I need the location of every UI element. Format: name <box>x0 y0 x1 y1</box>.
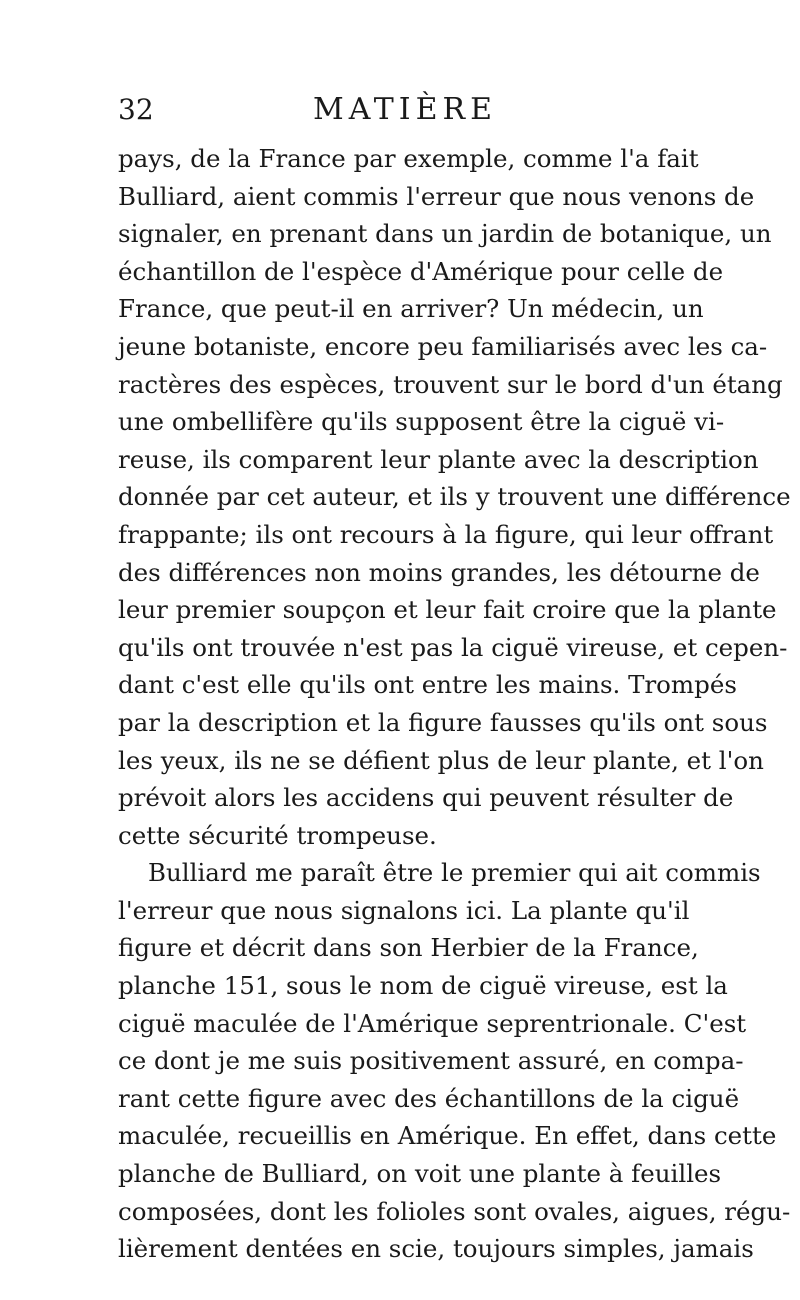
text-line: échantillon de l'espèce d'Amérique pour celle de <box>118 256 724 286</box>
text-line: ce dont je me suis positivement assuré, en compa- <box>118 1046 744 1076</box>
text-line: ractères des espèces, trouvent sur le bord d'un étang <box>118 369 783 399</box>
text-line: les yeux, ils ne se défient plus de leur plante, et l'on <box>118 745 764 775</box>
text-line: signaler, en prenant dans un jardin de botanique, un <box>118 219 772 249</box>
text-line: maculée, recueillis en Amérique. En effet, dans cette <box>118 1121 777 1151</box>
text-line: dant c'est elle qu'ils ont entre les mains. Trompés <box>118 670 737 700</box>
running-title: MATIÈRE <box>313 92 497 127</box>
text-line: ciguë maculée de l'Amérique seprentrionale. C'est <box>118 1008 747 1038</box>
text-line: des différences non moins grandes, les détourne de <box>118 557 760 587</box>
text-line: figure et décrit dans son Herbier de la France, <box>118 933 699 963</box>
text-line: qu'ils ont trouvée n'est pas la ciguë vireuse, et cepen- <box>118 632 788 662</box>
text-line: planche 151, sous le nom de ciguë vireuse, est la <box>118 971 728 1001</box>
text-line: France, que peut-il en arriver? Un médecin, un <box>118 294 704 324</box>
paragraph-last-line: cette sécurité trompeuse. <box>118 820 437 850</box>
text-line: frappante; ils ont recours à la figure, qui leur offrant <box>118 519 774 549</box>
running-head <box>118 90 678 130</box>
text-line: Bulliard, aient commis l'erreur que nous venons de <box>118 181 755 211</box>
paragraph-first-line: Bulliard me paraît être le premier qui ait commis <box>148 858 761 888</box>
text-line: leur premier soupçon et leur fait croire que la plante <box>118 595 777 625</box>
text-line: pays, de la France par exemple, comme l'a fait <box>118 144 699 173</box>
text-line: composées, dont les folioles sont ovales, aigues, régu- <box>118 1196 791 1226</box>
text-line: prévoit alors les accidens qui peuvent résulter de <box>118 783 734 813</box>
text-line: rant cette figure avec des échantillons de la ciguë <box>118 1083 740 1113</box>
text-line: reuse, ils comparent leur plante avec la description <box>118 444 759 474</box>
text-line: une ombellifère qu'ils supposent être la ciguë vi- <box>118 407 725 437</box>
text-line: par la description et la figure fausses qu'ils ont sous <box>118 707 768 737</box>
text-line: donnée par cet auteur, et ils y trouvent une différence <box>118 482 791 512</box>
text-line: lièrement dentées en scie, toujours simples, jamais <box>118 1234 754 1264</box>
body-text <box>118 140 791 1268</box>
text-line: l'erreur que nous signalons ici. La plante qu'il <box>118 895 690 925</box>
page-number: 32 <box>118 93 154 126</box>
text-line: planche de Bulliard, on voit une plante à feuilles <box>118 1159 722 1189</box>
text-line: jeune botaniste, encore peu familiarisés avec les ca- <box>118 331 768 361</box>
